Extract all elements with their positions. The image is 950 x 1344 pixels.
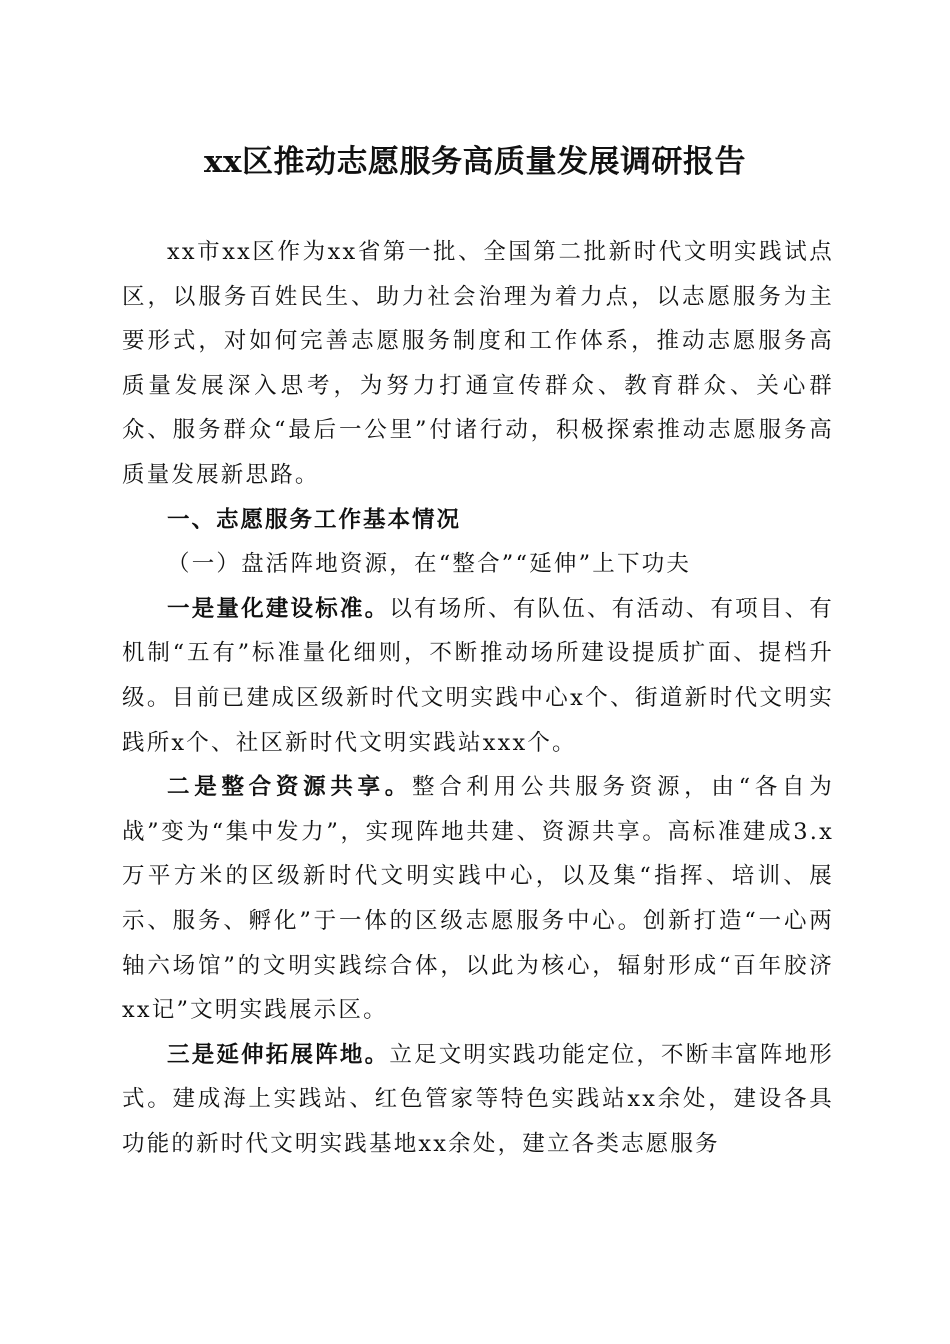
paragraph-1-lead: 一是量化建设标准。 [167, 595, 390, 622]
paragraph-2 [122, 765, 834, 1033]
paragraph-2-lead: 二是整合资源共享。 [167, 774, 412, 801]
document-title: xx区推动志愿服务高质量发展调研报告 [204, 144, 746, 180]
subsection-heading: （一）盘活阵地资源，在“整合”“延伸”上下功夫 [167, 551, 692, 578]
paragraph-3-lead: 三是延伸拓展阵地。 [167, 1041, 390, 1068]
document-body [122, 230, 834, 1166]
intro-paragraph: xx市xx区作为xx省第一批、全国第二批新时代文明实践试点区，以服务百姓民生、助力社会治理为着力点，以志愿服务为主要形式，对如何完善志愿服务制度和工作体系，推动志愿服务高质量发展深入思考，为努力打通宣传群众、教育群众、关心群众、服务群众“最后一公里”付诸行动，积极探索推动志愿服务高质量发展新思路。 [122, 239, 834, 488]
paragraph-1-text: 以有场所、有队伍、有活动、有项目、有机制“五有”标准量化细则，不断推动场所建设提质扩面、提档升级。目前已建成区级新时代文明实践中心x个、街道新时代文明实践所x个、社区新时代文明实践站xxx个。 [122, 595, 834, 756]
paragraph-1 [122, 587, 834, 765]
paragraph-3 [122, 1033, 834, 1167]
paragraph-3-text: 立足文明实践功能定位，不断丰富阵地形式。建成海上实践站、红色管家等特色实践站xx余处，建设各具功能的新时代文明实践基地xx余处，建立各类志愿服务 [122, 1041, 834, 1157]
paragraph-2-text: 整合利用公共服务资源，由“各自为战”变为“集中发力”，实现阵地共建、资源共享。高标准建成3.x万平方米的区级新时代文明实践中心，以及集“指挥、培训、展示、服务、孵化”于一体的区级志愿服务中心。创新打造“一心两轴六场馆”的文明实践综合体，以此为核心，辐射形成“百年胶济xx记”文明实践展示区。 [122, 774, 834, 1024]
section-heading: 一、志愿服务工作基本情况 [167, 506, 462, 533]
